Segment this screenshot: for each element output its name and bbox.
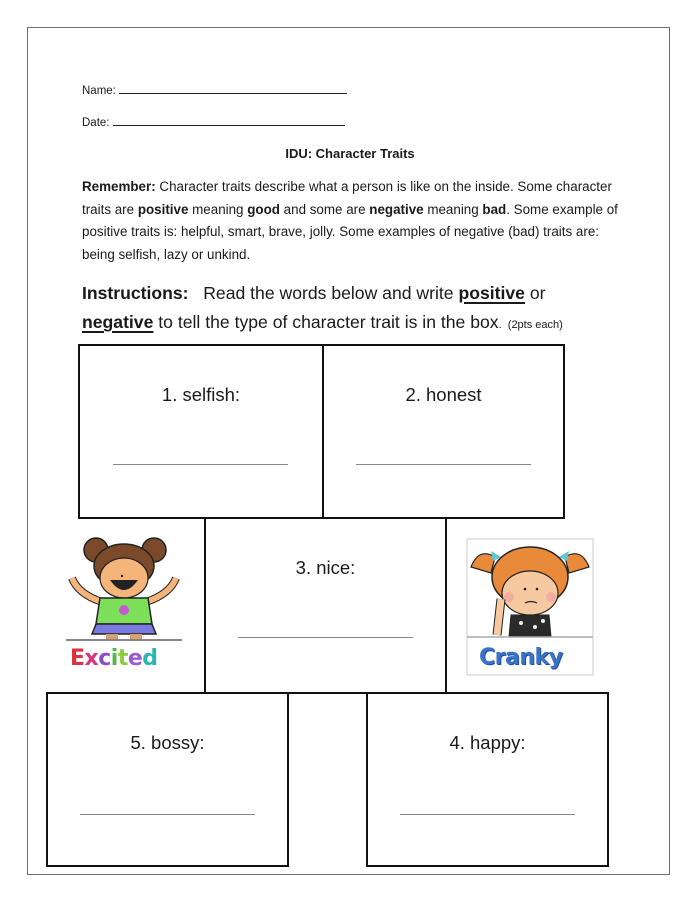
box-label: 1. selfish: [161, 384, 241, 405]
answer-box-1 [78, 344, 324, 519]
box-label: 3. nice: [295, 557, 356, 578]
instructions-label: Instructions: [82, 283, 189, 303]
excited-caption: Excited [70, 646, 158, 671]
bad-word: bad [482, 201, 507, 217]
answer-line[interactable] [80, 814, 255, 815]
cranky-girl-image [465, 537, 595, 677]
name-label: Name: [82, 85, 116, 97]
answer-box-3 [204, 517, 447, 694]
box-label: 4. happy: [449, 732, 526, 753]
excited-girl-image [64, 534, 184, 674]
answer-line[interactable] [113, 464, 288, 465]
instructions-text: . [498, 319, 508, 331]
answer-box-4 [366, 692, 609, 867]
remember-text: . Some example of positive traits is: helpful, smart, brave, jolly. Some examples of negative (bad) traits are: being selfish, lazy or unkind. [82, 201, 618, 262]
date-field[interactable] [82, 116, 345, 129]
date-label: Date: [82, 117, 110, 129]
instructions-text: to tell the type of character trait is in the box [153, 312, 499, 332]
date-input-line[interactable] [113, 116, 345, 126]
good-word: good [247, 201, 280, 217]
remember-text: and some are [279, 201, 370, 217]
instructions-paragraph [82, 279, 642, 340]
answer-line[interactable] [400, 814, 575, 815]
positive-word: positive [458, 283, 525, 303]
answer-line[interactable] [238, 637, 413, 638]
instructions-text: Read the words below and write [188, 283, 459, 303]
answer-box-2 [322, 344, 565, 519]
positive-word: positive [137, 201, 189, 217]
remember-paragraph [82, 176, 622, 266]
remember-text: meaning [188, 201, 248, 217]
negative-word: negative [369, 201, 424, 217]
name-field[interactable] [82, 84, 347, 97]
remember-label: Remember: [82, 179, 156, 194]
negative-word: negative [82, 312, 154, 332]
name-input-line[interactable] [119, 84, 347, 94]
remember-text: meaning [423, 201, 483, 217]
box-label: 2. honest [405, 384, 482, 405]
box-label: 5. bossy: [130, 732, 205, 753]
cranky-caption: Cranky [479, 645, 563, 670]
answer-box-5 [46, 692, 289, 867]
points-note: (2pts each) [507, 319, 563, 331]
page-title: IDU: Character Traits [285, 146, 415, 161]
instructions-text: or [524, 283, 546, 303]
remember-text: Character traits describe what a person is like on the inside. Some character traits are [82, 179, 612, 217]
answer-line[interactable] [356, 464, 531, 465]
